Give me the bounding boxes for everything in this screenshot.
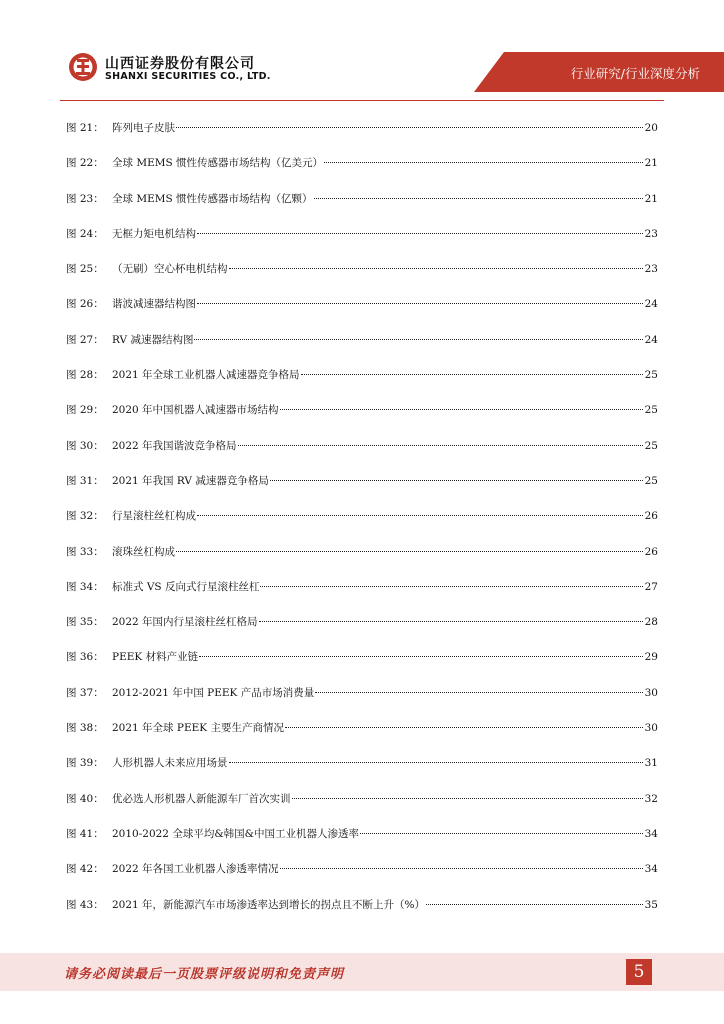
toc-entry[interactable] [66, 402, 658, 437]
page-reference[interactable]: 27 [644, 580, 658, 593]
report-type: 行业研究/行业深度分析 [570, 66, 700, 81]
page-header [0, 0, 724, 100]
figure-number: 图 36： [66, 651, 104, 664]
toc-entry[interactable] [66, 367, 658, 402]
figure-title[interactable]: 全球 MEMS 惯性传感器市场结构（亿颗） [112, 192, 313, 205]
figure-number: 图 37： [66, 686, 104, 699]
figure-number: 图 34： [66, 580, 104, 593]
dot-leader [238, 445, 643, 446]
figure-title[interactable]: 无框力矩电机结构 [112, 227, 196, 240]
figure-title[interactable]: 标准式 VS 反向式行星滚柱丝杠 [112, 580, 260, 593]
figure-title[interactable]: 2021 年，新能源汽车市场渗透率达到增长的拐点且不断上升（%） [112, 898, 426, 911]
figure-number: 图 23： [66, 192, 104, 205]
dot-leader [360, 833, 643, 834]
figure-title[interactable]: 全球 MEMS 惯性传感器市场结构（亿美元） [112, 157, 324, 170]
dot-leader [285, 727, 643, 728]
figure-title[interactable]: 2022 年各国工业机器人渗透率情况 [112, 863, 279, 876]
figure-number: 图 31： [66, 474, 104, 487]
figure-list [66, 120, 658, 932]
toc-entry[interactable] [66, 226, 658, 261]
toc-entry[interactable] [66, 261, 658, 296]
figure-number: 图 24： [66, 227, 104, 240]
dot-leader [199, 656, 643, 657]
header-divider [60, 100, 664, 101]
page-reference[interactable]: 28 [644, 616, 658, 629]
dot-leader [194, 339, 643, 340]
page-reference[interactable]: 25 [644, 474, 658, 487]
toc-entry[interactable] [66, 438, 658, 473]
disclaimer-notice: 请务必阅读最后一页股票评级说明和免责声明 [64, 967, 345, 982]
page-reference[interactable]: 21 [644, 157, 658, 170]
toc-entry[interactable] [66, 897, 658, 932]
page-reference[interactable]: 26 [644, 545, 658, 558]
figure-title[interactable]: 谐波减速器结构图 [112, 298, 196, 311]
dot-leader [197, 233, 643, 234]
toc-entry[interactable] [66, 861, 658, 896]
toc-entry[interactable] [66, 296, 658, 331]
page-number: 5 [626, 959, 652, 985]
figure-number: 图 32： [66, 510, 104, 523]
figure-number: 图 30： [66, 439, 104, 452]
figure-title[interactable]: 行星滚柱丝杠构成 [112, 510, 196, 523]
dot-leader [176, 551, 643, 552]
figure-title[interactable]: 2020 年中国机器人减速器市场结构 [112, 404, 279, 417]
dot-leader [197, 515, 643, 516]
dot-leader [229, 268, 644, 269]
page-reference[interactable]: 23 [644, 227, 658, 240]
dot-leader [426, 904, 643, 905]
figure-title[interactable]: 滚珠丝杠构成 [112, 545, 175, 558]
toc-entry[interactable] [66, 685, 658, 720]
page-reference[interactable]: 25 [644, 369, 658, 382]
figure-number: 图 39： [66, 757, 104, 770]
figure-title[interactable]: 阵列电子皮肤 [112, 122, 175, 134]
page-reference[interactable]: 25 [644, 404, 658, 417]
toc-entry[interactable] [66, 120, 658, 155]
figure-number: 图 41： [66, 827, 104, 840]
figure-title[interactable]: 人形机器人未来应用场景 [112, 757, 228, 770]
figure-title[interactable]: RV 减速器结构图 [112, 333, 194, 346]
page-reference[interactable]: 35 [644, 898, 658, 911]
page-reference[interactable]: 30 [644, 722, 658, 735]
figure-title[interactable]: 2022 年我国谐波竞争格局 [112, 439, 237, 452]
figure-title[interactable]: 2022 年国内行星滚柱丝杠格局 [112, 616, 258, 629]
toc-entry[interactable] [66, 191, 658, 226]
figure-number: 图 25： [66, 263, 104, 276]
page-reference[interactable]: 23 [644, 263, 658, 276]
figure-title[interactable]: 2010-2022 全球平均&韩国&中国工业机器人渗透率 [112, 827, 360, 840]
page-reference[interactable]: 24 [644, 333, 658, 346]
figure-title[interactable]: 优必选人形机器人新能源车厂首次实训 [112, 792, 291, 805]
toc-entry[interactable] [66, 720, 658, 755]
dot-leader [280, 409, 643, 410]
dot-leader [301, 374, 643, 375]
dot-leader [229, 762, 644, 763]
figure-title[interactable]: 2021 年全球 PEEK 主要生产商情况 [112, 722, 284, 735]
figure-number: 图 33： [66, 545, 104, 558]
dot-leader [314, 198, 643, 199]
dot-leader [324, 162, 643, 163]
toc-entry[interactable] [66, 614, 658, 649]
dot-leader [260, 586, 643, 587]
figure-number: 图 27： [66, 333, 104, 346]
page-reference[interactable]: 31 [644, 757, 658, 770]
figure-number: 图 21： [66, 122, 104, 134]
page-reference[interactable]: 34 [644, 827, 658, 840]
dot-leader [292, 798, 644, 799]
figure-number: 图 29： [66, 404, 104, 417]
page-footer [0, 953, 724, 991]
figure-title[interactable]: 2012-2021 年中国 PEEK 产品市场消费量 [112, 686, 315, 699]
company-name-cn: 山西证券股份有限公司 [105, 56, 255, 72]
figure-number: 图 42： [66, 863, 104, 876]
figure-title[interactable]: （无刷）空心杯电机结构 [112, 263, 228, 276]
report-type-banner [474, 52, 724, 92]
dot-leader [197, 303, 643, 304]
page-reference[interactable]: 21 [644, 192, 658, 205]
page-reference[interactable]: 29 [644, 651, 658, 664]
page-reference[interactable]: 24 [644, 298, 658, 311]
page-reference[interactable]: 20 [644, 122, 658, 134]
figure-number: 图 28： [66, 369, 104, 382]
toc-entry[interactable] [66, 579, 658, 614]
toc-entry[interactable] [66, 649, 658, 684]
figure-title[interactable]: 2021 年全球工业机器人减速器竞争格局 [112, 369, 300, 382]
dot-leader [280, 868, 643, 869]
page-reference[interactable]: 26 [644, 510, 658, 523]
toc-entry[interactable] [66, 473, 658, 508]
dot-leader [259, 621, 643, 622]
page-reference[interactable]: 32 [644, 792, 658, 805]
toc-entry[interactable] [66, 508, 658, 543]
toc-entry[interactable] [66, 544, 658, 579]
figure-number: 图 38： [66, 722, 104, 735]
toc-entry[interactable] [66, 155, 658, 190]
figure-title[interactable]: PEEK 材料产业链 [112, 651, 199, 664]
figure-number: 图 43： [66, 898, 104, 911]
figure-title[interactable]: 2021 年我国 RV 减速器竞争格局 [112, 474, 269, 487]
figure-number: 图 22： [66, 157, 104, 170]
dot-leader [176, 127, 643, 128]
page-reference[interactable]: 30 [644, 686, 658, 699]
toc-entry[interactable] [66, 755, 658, 790]
page-reference[interactable]: 34 [644, 863, 658, 876]
company-name-en: SHANXI SECURITIES CO., LTD. [105, 71, 271, 82]
dot-leader [270, 480, 643, 481]
figure-number: 图 26： [66, 298, 104, 311]
dot-leader [315, 692, 643, 693]
toc-entry[interactable] [66, 791, 658, 826]
toc-entry[interactable] [66, 332, 658, 367]
page-reference[interactable]: 25 [644, 439, 658, 452]
figure-number: 图 35： [66, 616, 104, 629]
toc-entry[interactable] [66, 826, 658, 861]
figure-number: 图 40： [66, 792, 104, 805]
shanxi-securities-logo-icon [68, 52, 98, 82]
